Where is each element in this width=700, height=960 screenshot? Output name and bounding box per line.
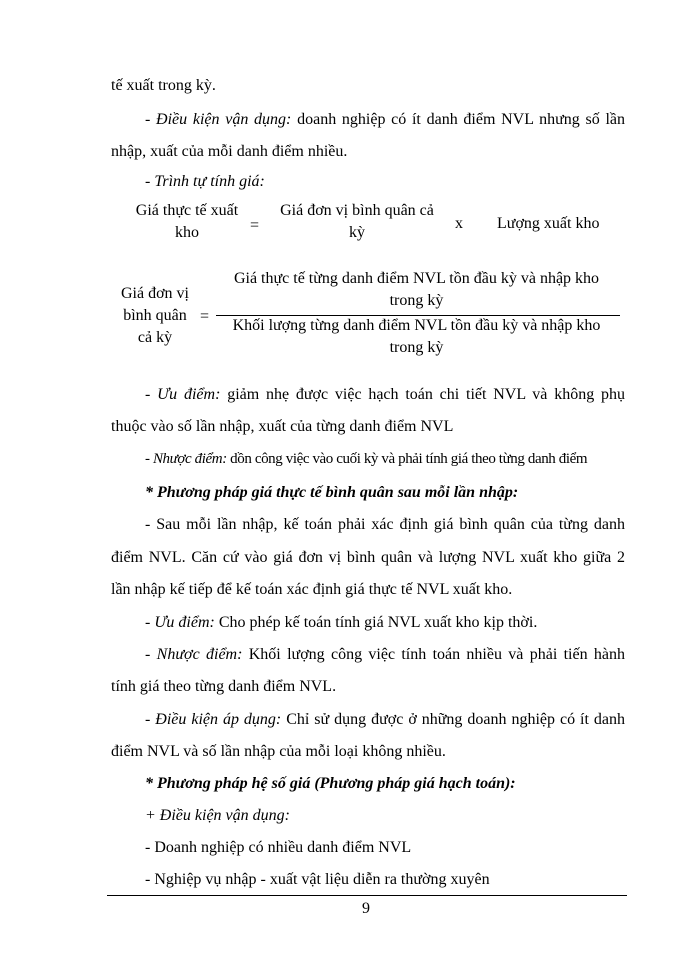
formula1-average-price: Giá đơn vị bình quân cả kỳ xyxy=(280,202,434,241)
conditions-text: doanh nghiệp có ít danh điểm NVL nhưng số lần xyxy=(291,111,625,128)
text-line: nhập, xuất của mỗi danh điểm nhiều. xyxy=(111,143,348,160)
text-line: thuộc vào số lần nhập, xuất của từng danh điểm NVL xyxy=(111,418,454,435)
text-line: tế xuất trong kỳ. xyxy=(111,77,216,94)
list-item: - Nghiệp vụ nhập - xuất vật liệu diễn ra thường xuyên xyxy=(145,871,490,888)
conditions-label: - Điều kiện vận dụng: xyxy=(145,111,292,128)
text-line: điểm NVL. Căn cứ vào giá đơn vị bình quân và lượng NVL xuất kho giữa 2 xyxy=(111,549,625,566)
formula1-quantity: Lượng xuất kho xyxy=(497,215,600,232)
conditions-label: - Điều kiện áp dụng: xyxy=(145,711,282,728)
formula2-numerator: Giá thực tế từng danh điểm NVL tồn đầu kỳ và nhập kho trong kỳ xyxy=(233,270,600,309)
disadvantages-paragraph: - Nhược điểm: Khối lượng công việc tính toán nhiều và phải tiến hành xyxy=(145,646,625,663)
conditions-paragraph xyxy=(145,110,625,130)
formula2-denominator: Khối lượng từng danh điểm NVL tồn đầu kỳ và nhập kho trong kỳ xyxy=(232,317,601,356)
section-heading: * Phương pháp hệ số giá (Phương pháp giá hạch toán): xyxy=(145,775,516,792)
text-line: điểm NVL và số lần nhập của mỗi loại không nhiều. xyxy=(111,743,446,760)
section-heading: * Phương pháp giá thực tế bình quân sau mỗi lần nhập: xyxy=(145,484,519,501)
advantages-paragraph: - Ưu điểm: giảm nhẹ được việc hạch toán chi tiết NVL và không phụ xyxy=(145,386,625,403)
text-line: lần nhập kế tiếp để kế toán xác định giá thực tế NVL xuất kho. xyxy=(111,581,513,598)
list-item: - Doanh nghiệp có nhiều danh điểm NVL xyxy=(145,839,412,856)
text-line: tính giá theo từng danh điểm NVL. xyxy=(111,678,337,695)
disadvantages-label: - Nhược điểm: xyxy=(145,646,243,663)
conditions-paragraph: - Điều kiện áp dụng: Chỉ sử dụng được ở những doanh nghiệp có ít danh xyxy=(145,711,626,728)
page-number: 9 xyxy=(362,900,370,917)
formula1-lhs: Giá thực tế xuất kho xyxy=(135,202,239,241)
advantages-label: - Ưu điểm: xyxy=(145,614,215,631)
text-line: - Sau mỗi lần nhập, kế toán phải xác định giá bình quân của từng danh xyxy=(145,516,625,533)
formula2-lhs: Giá đơn vị bình quân cả kỳ xyxy=(120,285,189,346)
disadvantages-paragraph: - Nhược điểm: dồn công việc vào cuối kỳ và phải tính giá theo từng danh điểm xyxy=(145,451,588,467)
footer-rule xyxy=(107,895,627,896)
advantages-label: - Ưu điểm: xyxy=(145,386,221,403)
formula2-equals: = xyxy=(200,308,210,325)
disadvantages-label: - Nhược điểm: xyxy=(145,451,227,467)
formula1-equals: = xyxy=(250,217,260,234)
conditions-label: + Điều kiện vận dụng: xyxy=(145,807,290,824)
procedure-label: - Trình tự tính giá: xyxy=(145,173,265,190)
advantages-paragraph: - Ưu điểm: Cho phép kế toán tính giá NVL xuất kho kịp thời. xyxy=(145,614,538,631)
formula1-times: x xyxy=(455,215,463,232)
